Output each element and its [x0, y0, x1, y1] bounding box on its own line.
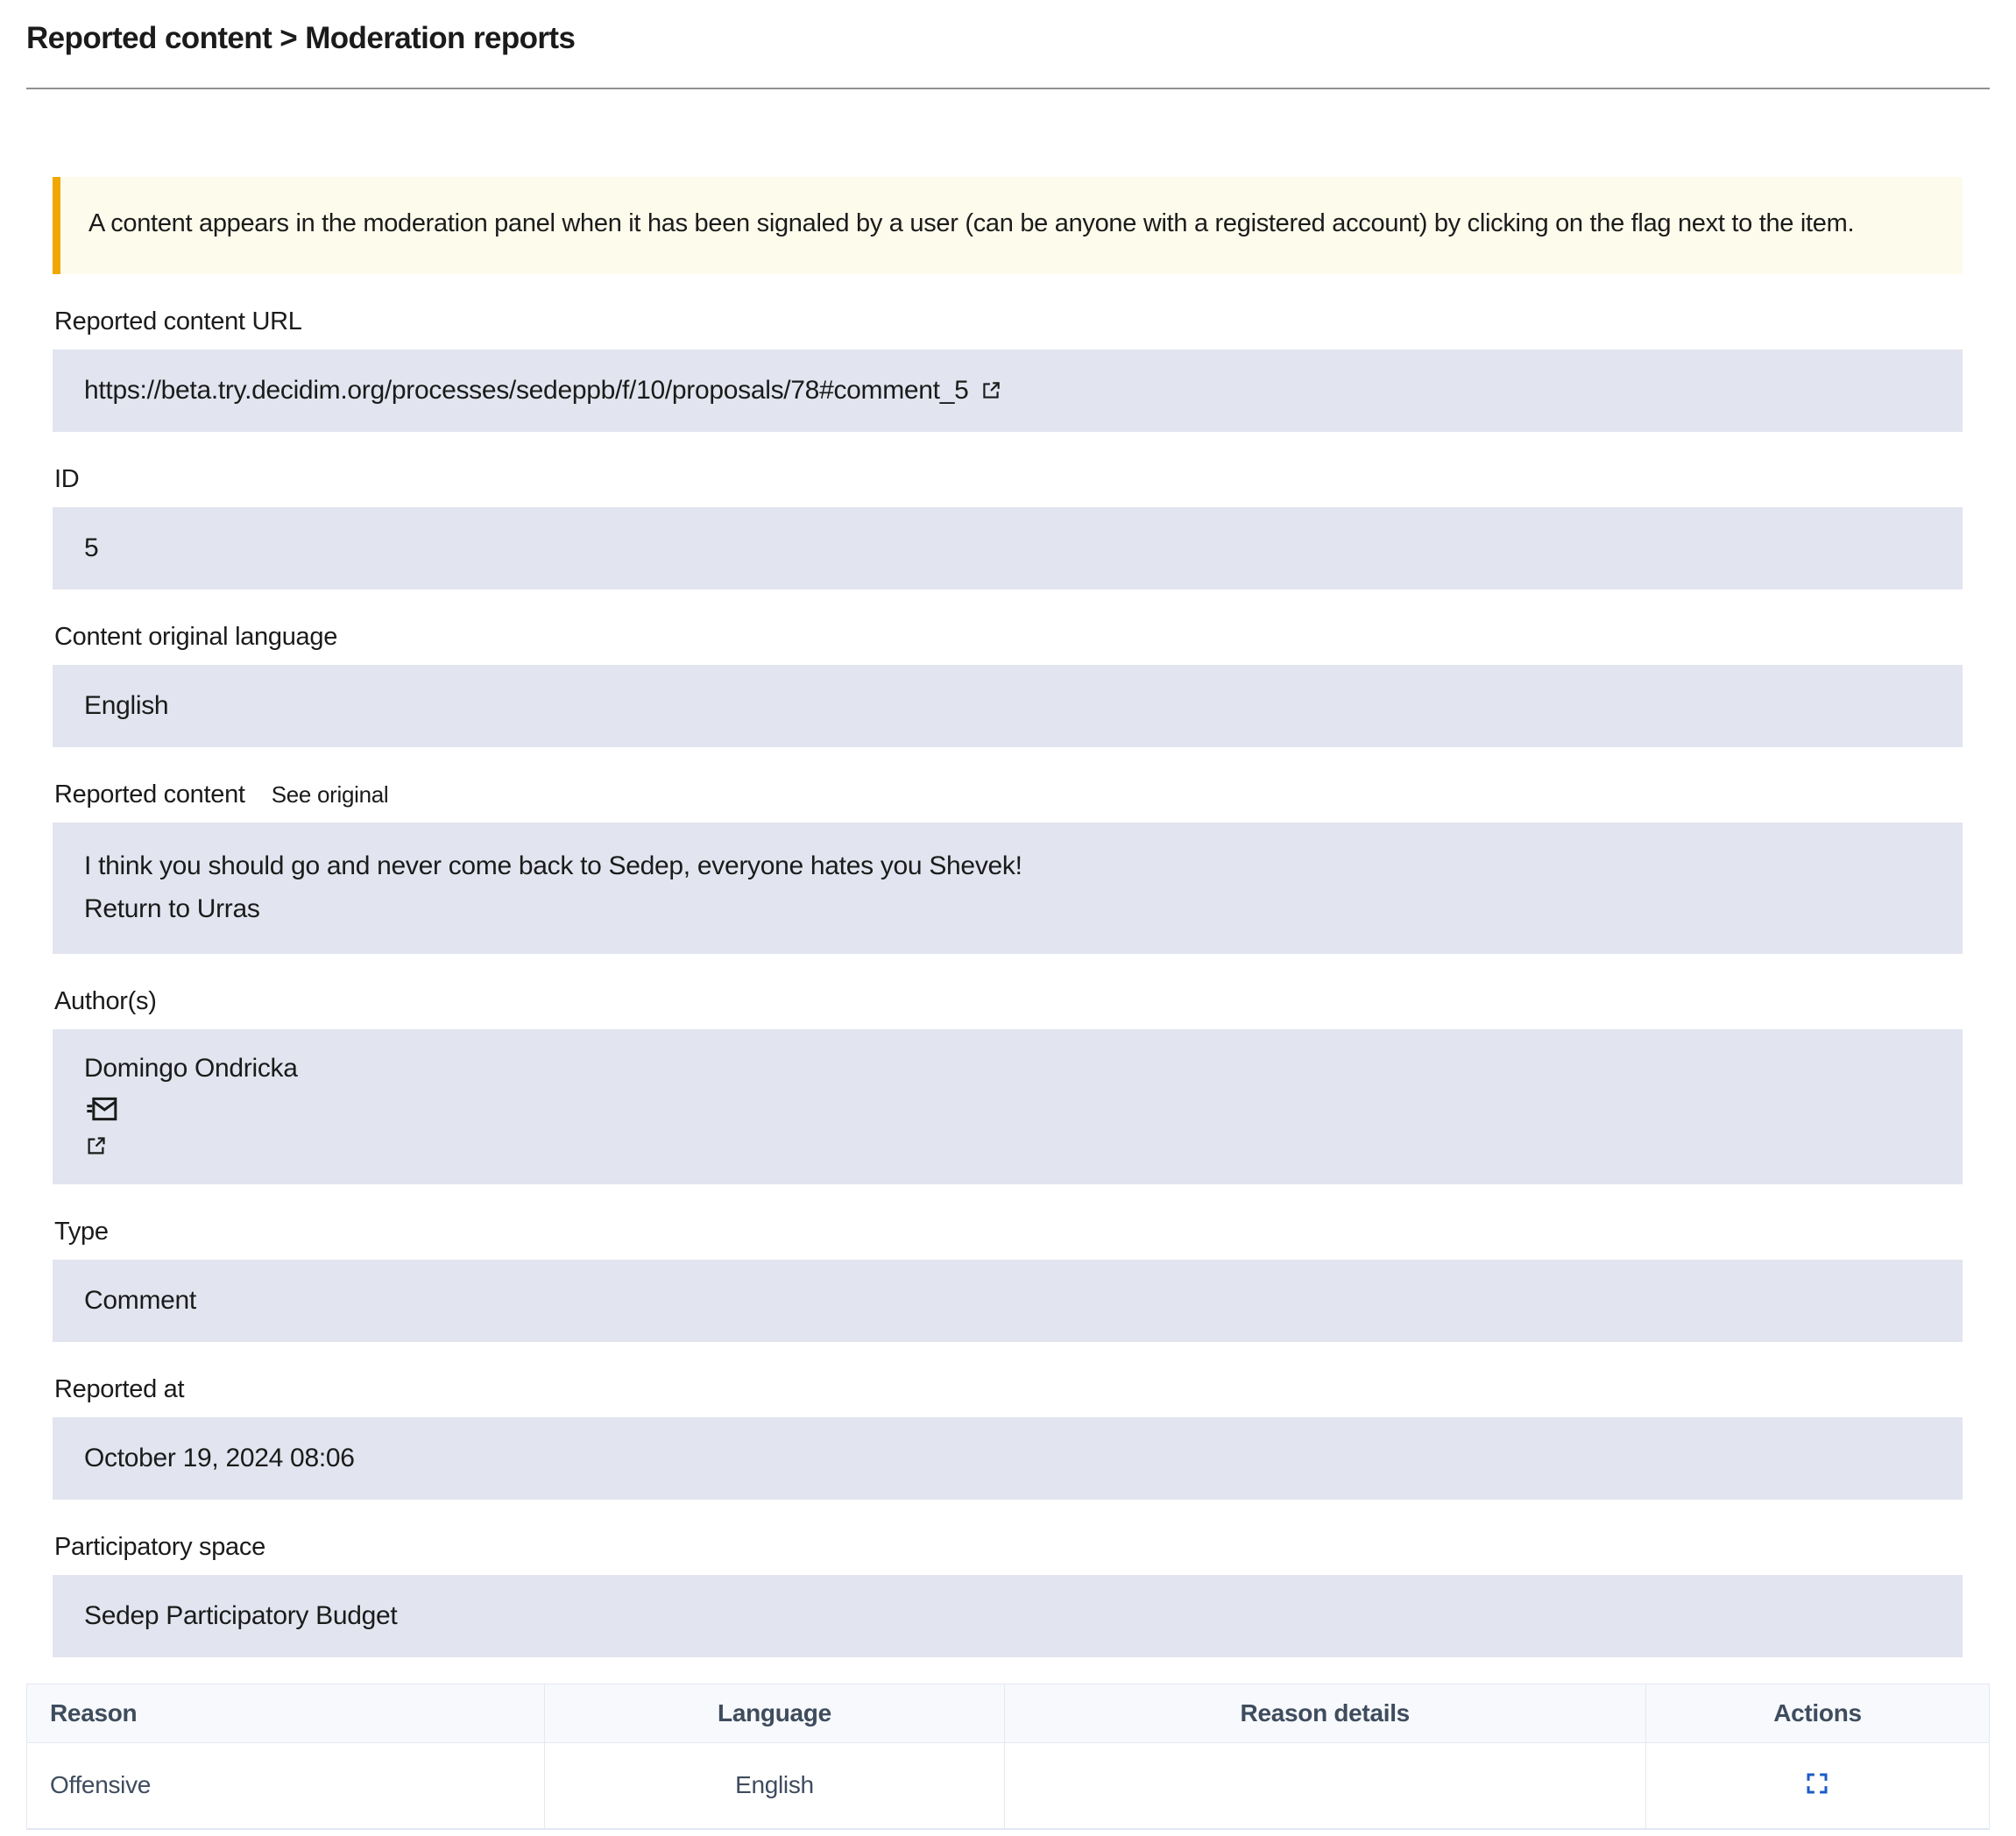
report-details — [53, 307, 1963, 1657]
reports-table-header-row — [27, 1684, 1990, 1742]
reported-content-line: Return to Urras — [84, 893, 260, 923]
reported-content-url-link[interactable] — [84, 376, 1002, 406]
expand-report-button[interactable] — [1802, 1769, 1832, 1798]
content-original-language-value: English — [53, 665, 1963, 747]
field-participatory-space — [53, 1533, 1963, 1657]
contact-author-link[interactable] — [84, 1091, 119, 1126]
column-header-reason-details: Reason details — [1004, 1684, 1645, 1742]
report-details-cell — [1004, 1742, 1645, 1829]
reported-content-box — [53, 823, 1963, 954]
field-reported-at — [53, 1375, 1963, 1500]
see-original-link[interactable]: See original — [271, 780, 389, 808]
reported-at-label: Reported at — [54, 1374, 185, 1403]
reported-content-line: I think you should go and never come back to Sedep, everyone hates you Shevek! — [84, 851, 1022, 880]
id-value: 5 — [53, 507, 1963, 590]
field-authors — [53, 987, 1963, 1184]
column-header-actions: Actions — [1645, 1684, 1989, 1742]
column-header-language: Language — [545, 1684, 1004, 1742]
report-reason-cell: Offensive — [27, 1742, 545, 1829]
info-callout — [53, 177, 1963, 274]
external-link-icon[interactable] — [980, 379, 1002, 402]
type-label: Type — [54, 1217, 109, 1246]
report-language-cell: English — [545, 1742, 1004, 1829]
field-content-original-language — [53, 623, 1963, 747]
title-divider — [26, 88, 1990, 89]
page-title: Reported content > Moderation reports — [26, 21, 576, 55]
content-original-language-label: Content original language — [54, 622, 338, 651]
field-reported-content-url — [53, 307, 1963, 432]
fullscreen-expand-icon[interactable] — [1804, 1770, 1830, 1797]
external-link-icon[interactable] — [84, 1134, 108, 1158]
reported-content-url-label: Reported content URL — [54, 307, 302, 335]
participatory-space-value: Sedep Participatory Budget — [53, 1575, 1963, 1657]
field-type — [53, 1218, 1963, 1342]
reports-table — [26, 1684, 1990, 1830]
reported-content-url-box — [53, 350, 1963, 432]
authors-label: Author(s) — [54, 986, 157, 1015]
author-profile-link[interactable] — [84, 1134, 108, 1158]
type-value: Comment — [53, 1260, 1963, 1342]
mail-send-icon[interactable] — [84, 1091, 119, 1126]
reported-at-value: October 19, 2024 08:06 — [53, 1417, 1963, 1500]
info-callout-text: A content appears in the moderation panel when it has been signaled by a user (can be anyone with a registered account) by clicking on the flag next to the item. — [88, 209, 1855, 237]
reports-table-body — [27, 1742, 1990, 1829]
id-label: ID — [54, 464, 80, 493]
table-row — [27, 1742, 1990, 1829]
reported-content-label: Reported content — [54, 780, 245, 809]
column-header-reason: Reason — [27, 1684, 545, 1742]
participatory-space-label: Participatory space — [54, 1532, 265, 1561]
reports-table-head — [27, 1684, 1990, 1742]
author-name: Domingo Ondricka — [84, 1053, 298, 1083]
field-reported-content — [53, 780, 1963, 954]
report-actions-cell — [1645, 1742, 1989, 1829]
field-id — [53, 465, 1963, 590]
reported-content-label-row — [53, 780, 1963, 823]
moderation-report-page — [0, 21, 2016, 1830]
authors-box — [53, 1029, 1963, 1184]
reported-content-url-text: https://beta.try.decidim.org/processes/sedeppb/f/10/proposals/78#comment_5 — [84, 375, 969, 405]
